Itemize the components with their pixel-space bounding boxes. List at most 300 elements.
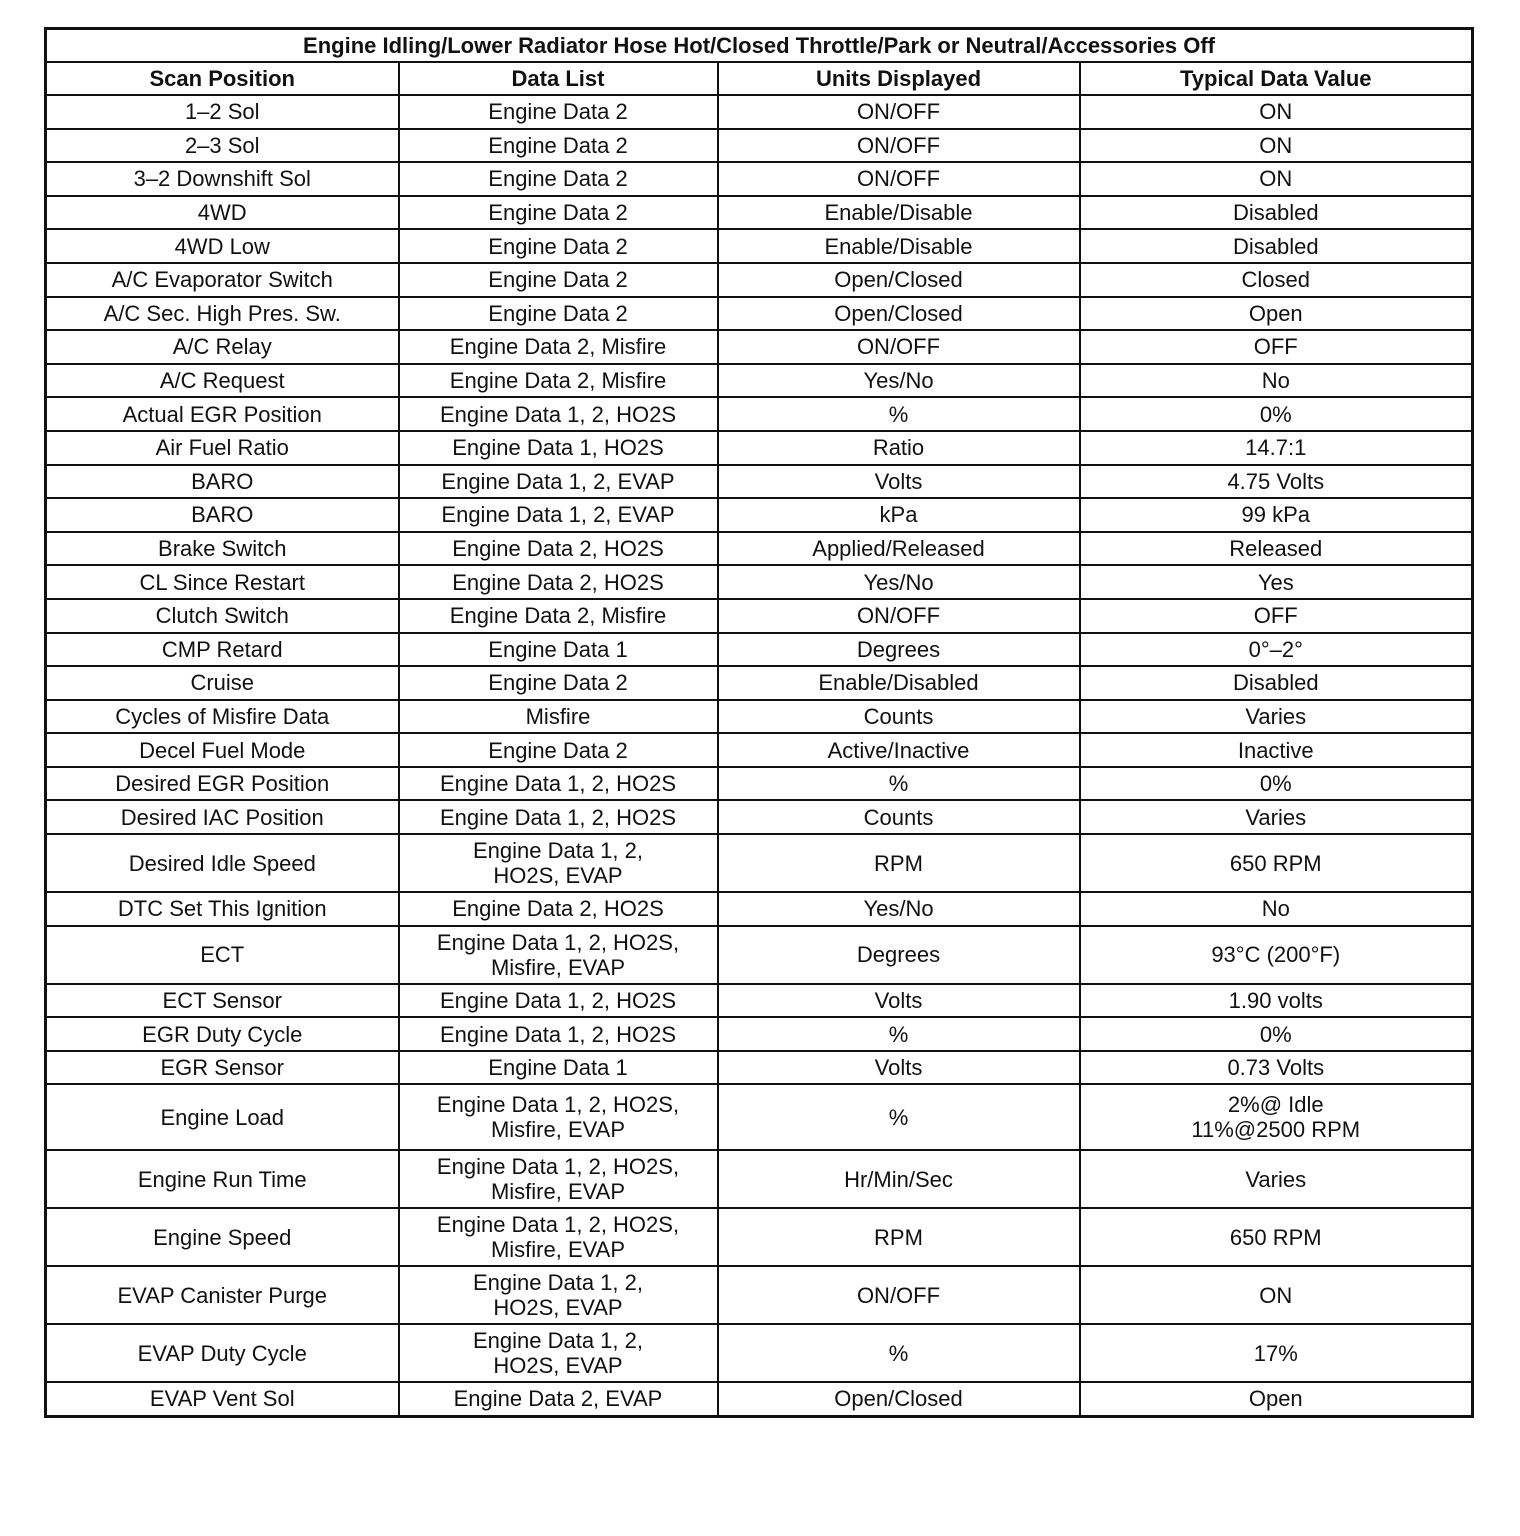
table-row xyxy=(46,599,1473,633)
data-list-cell xyxy=(399,129,718,163)
units-displayed-cell-text: Hr/Min/Sec xyxy=(844,1166,953,1192)
scan-position-cell xyxy=(46,465,399,499)
scan-position-cell xyxy=(46,834,399,892)
scan-position-cell-text: Engine Run Time xyxy=(137,1166,307,1192)
table-row xyxy=(46,800,1473,834)
data-list-cell-text: Engine Data 2 xyxy=(488,166,628,192)
scan-position-cell-text: EVAP Duty Cycle xyxy=(137,1340,307,1366)
units-displayed-cell xyxy=(718,633,1080,667)
scan-position-cell-text: 4WD xyxy=(197,200,247,226)
typical-value-cell-text: Varies xyxy=(1245,804,1307,830)
units-displayed-cell xyxy=(718,700,1080,734)
data-list-cell xyxy=(399,196,718,230)
units-displayed-cell xyxy=(718,926,1080,984)
scan-position-cell-text: Brake Switch xyxy=(158,536,287,562)
units-displayed-cell xyxy=(718,767,1080,801)
scan-position-cell xyxy=(46,263,399,297)
units-displayed-cell xyxy=(718,297,1080,331)
scan-position-cell xyxy=(46,297,399,331)
scan-position-cell-text: Cruise xyxy=(190,670,255,696)
typical-value-cell-text: No xyxy=(1261,368,1290,394)
data-list-cell-text: Engine Data 2, HO2S xyxy=(452,569,664,595)
data-list-cell xyxy=(399,330,718,364)
table-row xyxy=(46,1382,1473,1416)
units-displayed-cell xyxy=(718,1208,1080,1266)
data-list-cell xyxy=(399,599,718,633)
data-list-cell-text: Engine Data 2, EVAP xyxy=(453,1386,663,1412)
table-row xyxy=(46,633,1473,667)
data-list-cell xyxy=(399,767,718,801)
column-header-data-list: Data List xyxy=(399,62,718,95)
scan-position-cell xyxy=(46,364,399,398)
table-row xyxy=(46,700,1473,734)
units-displayed-cell-text: ON/OFF xyxy=(856,99,941,125)
data-list-cell xyxy=(399,1266,718,1324)
typical-value-cell xyxy=(1080,1150,1473,1208)
data-list-cell-text: Engine Data 1 xyxy=(488,636,628,662)
data-list-cell-text: Engine Data 2 xyxy=(488,200,628,226)
scan-position-cell-text: Cycles of Misfire Data xyxy=(115,703,330,729)
scan-position-cell-text: BARO xyxy=(191,468,254,494)
units-displayed-cell-text: Open/Closed xyxy=(834,300,963,326)
typical-value-cell xyxy=(1080,926,1473,984)
table-row xyxy=(46,364,1473,398)
data-list-cell xyxy=(399,498,718,532)
units-displayed-cell xyxy=(718,892,1080,926)
units-displayed-cell-text: Enable/Disable xyxy=(824,233,973,259)
data-list-cell-text: Engine Data 2 xyxy=(488,670,628,696)
data-list-cell-text: Engine Data 1, 2, HO2S xyxy=(439,804,677,830)
units-displayed-cell-text: % xyxy=(888,1021,909,1047)
data-list-cell-text: Engine Data 1, 2, HO2S, Misfire, EVAP xyxy=(436,1212,680,1263)
typical-value-cell xyxy=(1080,834,1473,892)
scan-position-cell-text: EGR Sensor xyxy=(160,1055,284,1081)
typical-value-cell xyxy=(1080,229,1473,263)
units-displayed-cell xyxy=(718,431,1080,465)
data-list-cell-text: Engine Data 2, HO2S xyxy=(452,536,664,562)
typical-value-cell xyxy=(1080,1382,1473,1416)
typical-value-cell-text: Open xyxy=(1248,300,1303,326)
scan-position-cell-text: EVAP Vent Sol xyxy=(149,1386,295,1412)
table-row xyxy=(46,196,1473,230)
data-list-cell xyxy=(399,984,718,1018)
scan-position-cell xyxy=(46,162,399,196)
data-list-cell xyxy=(399,297,718,331)
typical-value-cell-text: ON xyxy=(1259,166,1293,192)
units-displayed-cell-text: Yes/No xyxy=(863,368,934,394)
typical-value-cell-text: 0% xyxy=(1259,1021,1292,1047)
scan-position-cell xyxy=(46,892,399,926)
scan-position-cell-text: EVAP Canister Purge xyxy=(117,1282,327,1308)
data-list-cell xyxy=(399,95,718,129)
scan-position-cell xyxy=(46,95,399,129)
scan-data-table xyxy=(44,27,1474,1418)
units-displayed-cell-text: RPM xyxy=(874,850,923,876)
scan-position-cell xyxy=(46,129,399,163)
typical-value-cell-text: 2%@ Idle 11%@2500 RPM xyxy=(1191,1092,1361,1143)
data-list-cell xyxy=(399,532,718,566)
typical-value-cell xyxy=(1080,532,1473,566)
table-row xyxy=(46,532,1473,566)
scan-position-cell-text: A/C Relay xyxy=(172,334,272,360)
units-displayed-cell-text: ON/OFF xyxy=(856,166,941,192)
data-list-cell xyxy=(399,892,718,926)
typical-value-cell-text: Released xyxy=(1229,536,1323,562)
typical-value-cell-text: ON xyxy=(1259,132,1293,158)
scan-position-cell-text: CMP Retard xyxy=(161,636,283,662)
typical-value-cell xyxy=(1080,700,1473,734)
table-row xyxy=(46,263,1473,297)
typical-value-cell-text: Closed xyxy=(1241,267,1310,293)
typical-value-cell-text: 0% xyxy=(1259,401,1292,427)
typical-value-cell-text: Yes xyxy=(1257,569,1294,595)
scan-position-cell xyxy=(46,565,399,599)
data-list-cell xyxy=(399,1017,718,1051)
typical-value-cell xyxy=(1080,129,1473,163)
data-list-cell-text: Engine Data 1, 2, EVAP xyxy=(441,468,675,494)
scan-position-cell xyxy=(46,926,399,984)
data-list-cell xyxy=(399,666,718,700)
data-list-cell-text: Engine Data 1, 2, HO2S, Misfire, EVAP xyxy=(436,929,680,980)
typical-value-cell xyxy=(1080,1084,1473,1150)
scan-position-cell xyxy=(46,984,399,1018)
scan-position-cell xyxy=(46,498,399,532)
typical-value-cell-text: Disabled xyxy=(1232,200,1319,226)
table-row xyxy=(46,926,1473,984)
table-title: Engine Idling/Lower Radiator Hose Hot/Closed Throttle/Park or Neutral/Accessories Off xyxy=(46,29,1473,63)
data-list-cell xyxy=(399,263,718,297)
data-list-cell xyxy=(399,1051,718,1085)
scan-position-cell xyxy=(46,767,399,801)
typical-value-cell-text: Varies xyxy=(1245,703,1307,729)
units-displayed-cell-text: Volts xyxy=(874,1055,923,1081)
typical-value-cell xyxy=(1080,892,1473,926)
typical-value-cell xyxy=(1080,364,1473,398)
scan-position-cell xyxy=(46,800,399,834)
scan-position-cell-text: CL Since Restart xyxy=(139,569,305,595)
data-list-cell xyxy=(399,1324,718,1382)
typical-value-cell xyxy=(1080,984,1473,1018)
units-displayed-cell xyxy=(718,465,1080,499)
typical-value-cell-text: 17% xyxy=(1253,1340,1298,1366)
scan-position-cell-text: ECT xyxy=(200,942,245,968)
units-displayed-cell-text: Applied/Released xyxy=(812,536,985,562)
units-displayed-cell xyxy=(718,565,1080,599)
scan-position-cell xyxy=(46,229,399,263)
units-displayed-cell-text: RPM xyxy=(874,1224,923,1250)
units-displayed-cell xyxy=(718,498,1080,532)
units-displayed-cell-text: Active/Inactive xyxy=(827,737,970,763)
data-list-cell-text: Engine Data 1, 2, EVAP xyxy=(441,502,675,528)
scan-position-cell xyxy=(46,700,399,734)
typical-value-cell-text: 93°C (200°F) xyxy=(1211,942,1341,968)
data-list-cell-text: Engine Data 1, 2, HO2S xyxy=(439,1021,677,1047)
scan-position-cell-text: Actual EGR Position xyxy=(122,401,322,427)
data-list-cell xyxy=(399,733,718,767)
typical-value-cell xyxy=(1080,666,1473,700)
typical-value-cell xyxy=(1080,465,1473,499)
table-row xyxy=(46,297,1473,331)
typical-value-cell-text: 0% xyxy=(1259,771,1292,797)
scan-position-cell-text: DTC Set This Ignition xyxy=(117,896,327,922)
scan-position-cell-text: Engine Speed xyxy=(153,1224,292,1250)
scan-position-cell-text: 1–2 Sol xyxy=(184,99,260,125)
table-row xyxy=(46,498,1473,532)
table-head xyxy=(46,29,1473,96)
data-list-cell-text: Engine Data 1 xyxy=(488,1055,628,1081)
table-row xyxy=(46,565,1473,599)
typical-value-cell-text: Disabled xyxy=(1232,233,1319,259)
scan-position-cell-text: A/C Evaporator Switch xyxy=(111,267,333,293)
units-displayed-cell-text: Open/Closed xyxy=(834,1386,963,1412)
data-list-cell xyxy=(399,1208,718,1266)
units-displayed-cell-text: Volts xyxy=(874,987,923,1013)
data-list-cell-text: Engine Data 1, 2, HO2S, EVAP xyxy=(472,1270,643,1321)
scan-position-cell xyxy=(46,733,399,767)
typical-value-cell xyxy=(1080,633,1473,667)
units-displayed-cell xyxy=(718,129,1080,163)
data-list-cell-text: Engine Data 2, Misfire xyxy=(449,368,667,394)
scan-position-cell xyxy=(46,1051,399,1085)
scan-position-cell-text: EGR Duty Cycle xyxy=(142,1021,303,1047)
table-row xyxy=(46,465,1473,499)
typical-value-cell-text: 650 RPM xyxy=(1229,850,1322,876)
units-displayed-cell-text: Counts xyxy=(863,804,934,830)
units-displayed-cell-text: % xyxy=(888,1104,909,1130)
units-displayed-cell xyxy=(718,330,1080,364)
units-displayed-cell-text: Degrees xyxy=(856,942,941,968)
scan-position-cell xyxy=(46,1382,399,1416)
typical-value-cell-text: ON xyxy=(1259,99,1293,125)
scan-position-cell xyxy=(46,1017,399,1051)
data-list-cell-text: Engine Data 2, HO2S xyxy=(452,896,664,922)
typical-value-cell-text: Inactive xyxy=(1237,737,1314,763)
table-row xyxy=(46,984,1473,1018)
data-list-cell xyxy=(399,1084,718,1150)
units-displayed-cell-text: ON/OFF xyxy=(856,603,941,629)
units-displayed-cell-text: ON/OFF xyxy=(856,1282,941,1308)
typical-value-cell-text: 0.73 Volts xyxy=(1227,1055,1325,1081)
table-row xyxy=(46,892,1473,926)
units-displayed-cell xyxy=(718,1324,1080,1382)
data-list-cell xyxy=(399,364,718,398)
typical-value-cell-text: 4.75 Volts xyxy=(1227,468,1325,494)
units-displayed-cell xyxy=(718,1382,1080,1416)
typical-value-cell xyxy=(1080,599,1473,633)
data-list-cell-text: Engine Data 2 xyxy=(488,267,628,293)
units-displayed-cell-text: ON/OFF xyxy=(856,132,941,158)
scan-position-cell-text: 3–2 Downshift Sol xyxy=(133,166,311,192)
typical-value-cell xyxy=(1080,1051,1473,1085)
data-list-cell xyxy=(399,431,718,465)
units-displayed-cell xyxy=(718,733,1080,767)
typical-value-cell-text: 99 kPa xyxy=(1241,502,1310,528)
units-displayed-cell xyxy=(718,1266,1080,1324)
table-row xyxy=(46,666,1473,700)
scan-position-cell-text: 2–3 Sol xyxy=(184,132,260,158)
scan-position-cell xyxy=(46,397,399,431)
scan-position-cell-text: Desired EGR Position xyxy=(115,771,330,797)
scan-position-cell xyxy=(46,1150,399,1208)
units-displayed-cell xyxy=(718,364,1080,398)
units-displayed-cell-text: Open/Closed xyxy=(834,267,963,293)
typical-value-cell-text: OFF xyxy=(1253,334,1298,360)
units-displayed-cell xyxy=(718,800,1080,834)
typical-value-cell xyxy=(1080,297,1473,331)
units-displayed-cell xyxy=(718,599,1080,633)
data-list-cell-text: Engine Data 2, Misfire xyxy=(449,334,667,360)
scan-position-cell xyxy=(46,1266,399,1324)
data-list-cell-text: Engine Data 1, 2, HO2S, EVAP xyxy=(472,1328,643,1379)
data-list-cell-text: Engine Data 2 xyxy=(488,300,628,326)
scan-position-cell xyxy=(46,196,399,230)
units-displayed-cell-text: Enable/Disable xyxy=(824,200,973,226)
table-row xyxy=(46,733,1473,767)
table-row xyxy=(46,767,1473,801)
typical-value-cell xyxy=(1080,800,1473,834)
table-row xyxy=(46,431,1473,465)
typical-value-cell-text: OFF xyxy=(1253,603,1298,629)
units-displayed-cell xyxy=(718,1150,1080,1208)
typical-value-cell-text: Open xyxy=(1248,1386,1303,1412)
table-row xyxy=(46,1208,1473,1266)
units-displayed-cell xyxy=(718,229,1080,263)
data-list-cell xyxy=(399,229,718,263)
data-list-cell xyxy=(399,633,718,667)
scan-position-cell-text: A/C Request xyxy=(159,368,285,394)
units-displayed-cell-text: % xyxy=(888,1340,909,1366)
typical-value-cell xyxy=(1080,397,1473,431)
scan-position-cell-text: Desired IAC Position xyxy=(120,804,324,830)
typical-value-cell xyxy=(1080,1266,1473,1324)
typical-value-cell-text: Disabled xyxy=(1232,670,1319,696)
table-row xyxy=(46,834,1473,892)
table-row xyxy=(46,1150,1473,1208)
data-list-cell-text: Misfire xyxy=(525,703,591,729)
scan-position-cell-text: BARO xyxy=(191,502,254,528)
scan-position-cell xyxy=(46,1324,399,1382)
units-displayed-cell xyxy=(718,984,1080,1018)
scan-position-cell-text: 4WD Low xyxy=(174,233,270,259)
units-displayed-cell-text: % xyxy=(888,401,909,427)
data-list-cell-text: Engine Data 1, 2, HO2S, Misfire, EVAP xyxy=(436,1154,680,1205)
units-displayed-cell xyxy=(718,1051,1080,1085)
typical-value-cell xyxy=(1080,196,1473,230)
scan-position-cell xyxy=(46,1208,399,1266)
table-row xyxy=(46,1266,1473,1324)
typical-value-cell xyxy=(1080,431,1473,465)
units-displayed-cell-text: Yes/No xyxy=(863,896,934,922)
table-row xyxy=(46,1324,1473,1382)
typical-value-cell xyxy=(1080,767,1473,801)
scan-position-cell xyxy=(46,599,399,633)
column-header-row xyxy=(46,62,1473,95)
units-displayed-cell-text: Yes/No xyxy=(863,569,934,595)
table-row xyxy=(46,1084,1473,1150)
units-displayed-cell-text: Degrees xyxy=(856,636,941,662)
data-list-cell-text: Engine Data 2, Misfire xyxy=(449,603,667,629)
data-list-cell xyxy=(399,465,718,499)
data-list-cell xyxy=(399,565,718,599)
units-displayed-cell xyxy=(718,1084,1080,1150)
units-displayed-cell xyxy=(718,532,1080,566)
scan-position-cell xyxy=(46,633,399,667)
units-displayed-cell-text: Enable/Disabled xyxy=(818,670,979,696)
units-displayed-cell xyxy=(718,162,1080,196)
data-list-cell-text: Engine Data 1, 2, HO2S, EVAP xyxy=(472,838,643,889)
data-list-cell xyxy=(399,834,718,892)
scan-position-cell-text: Engine Load xyxy=(160,1104,285,1130)
typical-value-cell xyxy=(1080,733,1473,767)
data-list-cell xyxy=(399,162,718,196)
typical-value-cell xyxy=(1080,95,1473,129)
typical-value-cell-text: 1.90 volts xyxy=(1228,987,1323,1013)
table-row xyxy=(46,330,1473,364)
data-list-cell xyxy=(399,1150,718,1208)
data-list-cell xyxy=(399,397,718,431)
units-displayed-cell-text: ON/OFF xyxy=(856,334,941,360)
data-list-cell-text: Engine Data 1, 2, HO2S xyxy=(439,401,677,427)
data-list-cell xyxy=(399,1382,718,1416)
table-row xyxy=(46,1051,1473,1085)
data-list-cell-text: Engine Data 2 xyxy=(488,233,628,259)
data-list-cell-text: Engine Data 1, 2, HO2S xyxy=(439,987,677,1013)
typical-value-cell-text: 0°–2° xyxy=(1248,636,1303,662)
scan-position-cell xyxy=(46,431,399,465)
table-body xyxy=(46,95,1473,1416)
scan-position-cell-text: ECT Sensor xyxy=(162,987,282,1013)
units-displayed-cell xyxy=(718,196,1080,230)
typical-value-cell xyxy=(1080,263,1473,297)
table-row xyxy=(46,229,1473,263)
table-row xyxy=(46,129,1473,163)
column-header-units-displayed: Units Displayed xyxy=(718,62,1080,95)
data-list-cell-text: Engine Data 2 xyxy=(488,99,628,125)
units-displayed-cell-text: Ratio xyxy=(872,435,925,461)
units-displayed-cell xyxy=(718,397,1080,431)
column-header-scan-position: Scan Position xyxy=(46,62,399,95)
units-displayed-cell-text: Counts xyxy=(863,703,934,729)
data-list-cell-text: Engine Data 1, 2, HO2S, Misfire, EVAP xyxy=(436,1092,680,1143)
typical-value-cell xyxy=(1080,1017,1473,1051)
units-displayed-cell xyxy=(718,263,1080,297)
scan-position-cell xyxy=(46,666,399,700)
column-header-typical-data-value: Typical Data Value xyxy=(1080,62,1473,95)
typical-value-cell-text: No xyxy=(1261,896,1290,922)
typical-value-cell xyxy=(1080,1324,1473,1382)
table-row xyxy=(46,95,1473,129)
data-list-cell-text: Engine Data 1, 2, HO2S xyxy=(439,771,677,797)
units-displayed-cell-text: kPa xyxy=(879,502,918,528)
typical-value-cell xyxy=(1080,1208,1473,1266)
typical-value-cell xyxy=(1080,162,1473,196)
units-displayed-cell xyxy=(718,666,1080,700)
typical-value-cell-text: Varies xyxy=(1245,1166,1307,1192)
scan-position-cell-text: Clutch Switch xyxy=(155,603,289,629)
scan-position-cell-text: Desired Idle Speed xyxy=(128,850,316,876)
data-list-cell-text: Engine Data 2 xyxy=(488,132,628,158)
typical-value-cell xyxy=(1080,498,1473,532)
units-displayed-cell xyxy=(718,834,1080,892)
data-list-cell xyxy=(399,700,718,734)
data-list-cell xyxy=(399,800,718,834)
data-list-cell-text: Engine Data 2 xyxy=(488,737,628,763)
typical-value-cell-text: 650 RPM xyxy=(1229,1224,1322,1250)
table-row xyxy=(46,1017,1473,1051)
typical-value-cell-text: 14.7:1 xyxy=(1245,435,1307,461)
typical-value-cell xyxy=(1080,330,1473,364)
units-displayed-cell xyxy=(718,1017,1080,1051)
